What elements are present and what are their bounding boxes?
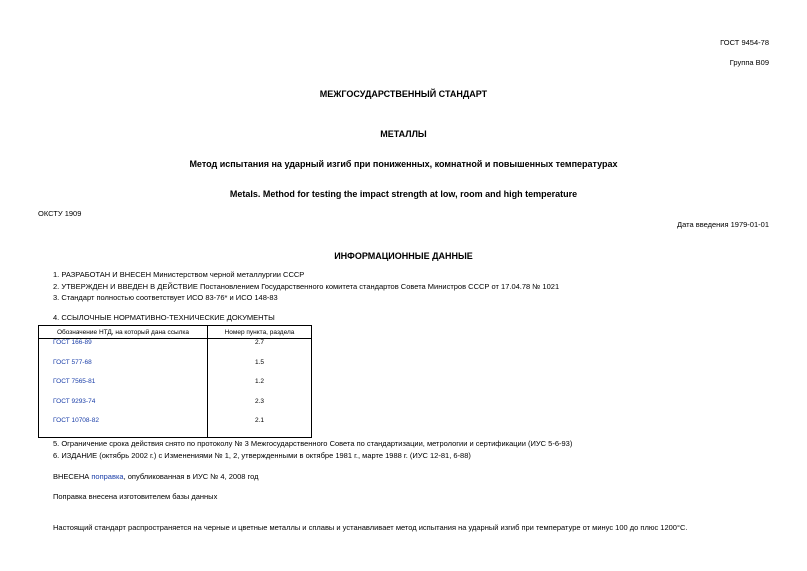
amendment-lead: ВНЕСЕНА — [53, 472, 92, 481]
info-heading: ИНФОРМАЦИОННЫЕ ДАННЫЕ — [334, 251, 473, 261]
column-header-designation: Обозначение НТД, на который дана ссылка — [39, 326, 208, 339]
table-row — [39, 339, 312, 359]
russian-title: Метод испытания на ударный изгиб при пониженных, комнатной и повышенных температурах — [189, 159, 618, 169]
group-code: Группа В09 — [729, 58, 769, 67]
table-row — [39, 417, 312, 437]
clause-number: 2.7 — [208, 339, 312, 359]
scope-paragraph: Настоящий стандарт распространяется на черные и цветные металлы и сплавы и устанавливает метод испытания на ударный изгиб при температуре от минус 100 до плюс 1200°С. — [53, 523, 688, 532]
reference-link-gost-9293-74[interactable]: ГОСТ 9293-74 — [39, 398, 208, 418]
clause-number: 2.1 — [208, 417, 312, 437]
amendment-tail: , опубликованная в ИУС № 4, 2008 год — [123, 472, 259, 481]
table-row — [39, 359, 312, 379]
document-number: ГОСТ 9454-78 — [720, 38, 769, 47]
intro-date: Дата введения 1979-01-01 — [677, 220, 769, 229]
info-item-2 — [53, 282, 559, 291]
info-item-1 — [53, 270, 304, 279]
clause-number: 1.5 — [208, 359, 312, 379]
oksu-code: ОКСТУ 1909 — [38, 209, 82, 218]
info-item-3: 3. Стандарт полностью соответствует ИСО 83-76* и ИСО 148-83 — [53, 293, 278, 302]
amendment-link[interactable]: поправка — [91, 472, 124, 481]
standard-type-heading: МЕЖГОСУДАРСТВЕННЫЙ СТАНДАРТ — [319, 89, 488, 99]
table-header-row — [39, 326, 312, 339]
reference-link-gost-7565-81[interactable]: ГОСТ 7565-81 — [39, 378, 208, 398]
reference-link-gost-10708-82[interactable]: ГОСТ 10708-82 — [39, 417, 208, 437]
info-item-4: 4. ССЫЛОЧНЫЕ НОРМАТИВНО-ТЕХНИЧЕСКИЕ ДОКУМЕНТЫ — [53, 313, 275, 322]
table-row — [39, 378, 312, 398]
info-item-2-text: Постановлением Государственного комитета стандартов Совета Министров СССР от 17.04.78 № 1021 — [197, 282, 560, 291]
clause-number: 1.2 — [208, 378, 312, 398]
info-item-6: 6. ИЗДАНИЕ (октябрь 2002 г.) с Изменениями № 1, 2, утвержденными в октябре 1981 г., марте 1988 г. (ИУС 12-81, 6-88) — [53, 451, 471, 460]
info-item-1-lead: 1. РАЗРАБОТАН И ВНЕСЕН — [53, 270, 152, 279]
amendment-notice — [53, 472, 258, 481]
info-item-5: 5. Ограничение срока действия снято по протоколу № 3 Межгосударственного Совета по стандартизации, метрологии и сертификации (ИУС 5-6-93) — [53, 439, 573, 448]
reference-link-gost-166-89[interactable]: ГОСТ 166-89 — [39, 339, 208, 359]
english-title: Metals. Method for testing the impact strength at low, room and high temperature — [229, 189, 578, 199]
table-row — [39, 398, 312, 418]
clause-number: 2.3 — [208, 398, 312, 418]
amendment-note: Поправка внесена изготовителем базы данных — [53, 492, 218, 501]
info-item-1-text: Министерством черной металлургии СССР — [151, 270, 305, 279]
reference-documents-table — [38, 325, 312, 438]
subject-heading: МЕТАЛЛЫ — [380, 129, 427, 139]
info-item-2-lead: 2. УТВЕРЖДЕН И ВВЕДЕН В ДЕЙСТВИЕ — [53, 282, 198, 291]
column-header-clause: Номер пункта, раздела — [208, 326, 312, 339]
reference-link-gost-577-68[interactable]: ГОСТ 577-68 — [39, 359, 208, 379]
